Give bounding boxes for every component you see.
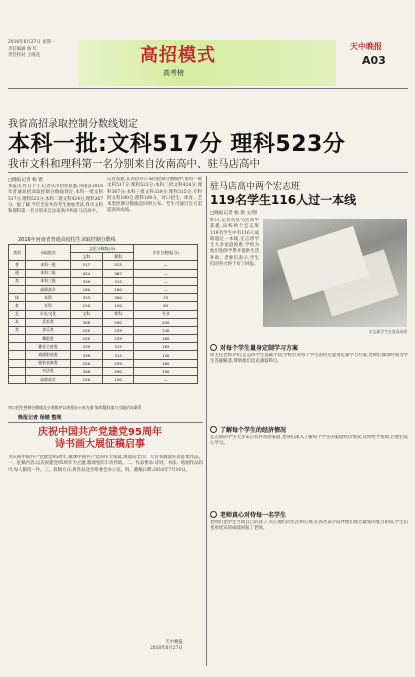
table-cell: 290 bbox=[102, 318, 134, 326]
table-cell bbox=[9, 285, 26, 293]
table-cell: 250 bbox=[71, 335, 103, 343]
table-cell: 180 bbox=[134, 335, 198, 343]
table-cell: 本科二批 bbox=[26, 269, 71, 277]
table-cell: 180 bbox=[71, 285, 103, 293]
table-cell: 本科三批 bbox=[26, 277, 71, 285]
announcement-headline-line2: 诗书画大展征稿启事 bbox=[55, 439, 145, 450]
table-cell: 书法类 bbox=[26, 367, 71, 375]
table-header-row bbox=[9, 245, 198, 253]
table-row bbox=[9, 261, 198, 269]
table-row bbox=[9, 351, 198, 359]
table-cell: 239 bbox=[102, 326, 134, 334]
table-cell: 250 bbox=[71, 326, 103, 334]
table-row bbox=[9, 269, 198, 277]
table-cell: 本科 bbox=[26, 294, 71, 302]
column-divider bbox=[206, 176, 207, 666]
table-cell: 艺 bbox=[9, 310, 26, 318]
table-cell: 文科 bbox=[71, 310, 103, 318]
table-cell: 65 bbox=[134, 302, 198, 310]
table-row bbox=[9, 376, 198, 384]
announcement-headline bbox=[35, 427, 165, 451]
table-cell: 150 bbox=[71, 376, 103, 384]
table-cell: 服装表演类 bbox=[26, 359, 71, 367]
announcement-signature bbox=[150, 640, 183, 653]
table-title: 2016年河南省普通高校招生录取控制分数线 bbox=[18, 237, 116, 243]
table-cell: — bbox=[134, 277, 198, 285]
table-cell: 339 bbox=[71, 277, 103, 285]
table-cell: 367 bbox=[102, 269, 134, 277]
signature-org: 天中晚报 bbox=[165, 640, 183, 645]
score-table bbox=[8, 244, 198, 384]
editor: 责任编辑 杨 红 bbox=[8, 46, 38, 52]
table-note: 对口招生控制分数线及分类排序以省招办公布为准 如有疑问请与当地招办联系 bbox=[8, 405, 142, 410]
lead-subhead: 我市文科和理科第一名分别来自汝南高中、驻马店高中 bbox=[8, 158, 260, 170]
table-cell: 普 bbox=[9, 261, 26, 269]
table-header-cell: 专业分数线(分) bbox=[134, 245, 198, 261]
table-row bbox=[9, 335, 198, 343]
table-cell: 理科 bbox=[102, 310, 134, 318]
table-row bbox=[9, 277, 198, 285]
table-header-cell: 类别 bbox=[9, 245, 26, 261]
section-title: 高招模式 bbox=[140, 45, 216, 66]
table-cell: 高职高专 bbox=[26, 285, 71, 293]
photo-caption: 宏志班学生在查看成绩 bbox=[369, 329, 407, 334]
table-cell: 165 bbox=[134, 343, 198, 351]
section-heading-text: 了解每个学生的经济情况 bbox=[220, 427, 287, 434]
announcement-headline-line1: 庆祝中国共产党建党95周年 bbox=[38, 427, 162, 438]
table-row bbox=[9, 285, 198, 293]
table-cell: 舞蹈类 bbox=[26, 335, 71, 343]
story2-headline: 119名学生116人过一本线 bbox=[210, 193, 357, 207]
section-heading-text: 老师真心对待每一名学生 bbox=[220, 512, 287, 519]
table-row bbox=[9, 294, 198, 302]
table-cell: 339 bbox=[71, 351, 103, 359]
circle-bullet-icon bbox=[210, 426, 217, 433]
table-cell: 150 bbox=[102, 302, 134, 310]
story2-byline: □晚报记者 杨 锴 文/图 bbox=[210, 211, 258, 216]
table-cell bbox=[9, 359, 26, 367]
table-row bbox=[9, 359, 198, 367]
table-cell: 308 bbox=[71, 318, 103, 326]
section-heading-1 bbox=[210, 343, 298, 352]
lead-kicker: 我省高招录取控制分数线划定 bbox=[8, 119, 138, 130]
section-heading-2 bbox=[210, 425, 286, 434]
table-cell: 517 bbox=[71, 261, 103, 269]
table-cell: 专科 bbox=[26, 302, 71, 310]
table-cell: 戏剧影视类 bbox=[26, 351, 71, 359]
table-row bbox=[9, 343, 198, 351]
table-row bbox=[9, 318, 198, 326]
table-cell: 239 bbox=[102, 359, 134, 367]
section-body-2: 宏志班的学生大多来自农村贫困家庭,老师们深入了解每个学生的家庭经济情况,及时给予帮助,让他们安心学习。 bbox=[210, 435, 408, 447]
table-cell: — bbox=[134, 285, 198, 293]
table-cell: 250 bbox=[71, 359, 103, 367]
table-cell: 140 bbox=[134, 326, 198, 334]
table-cell: 75 bbox=[134, 294, 198, 302]
table-cell: 339 bbox=[71, 343, 103, 351]
proofreader: 责任校对 王晓花 bbox=[8, 53, 41, 58]
table-cell: 333 bbox=[71, 294, 103, 302]
table-cell: — bbox=[134, 269, 198, 277]
section-heading-text: 对每个学生量身定制学习方案 bbox=[220, 345, 299, 352]
section-subtitle: 高考榜 bbox=[163, 69, 184, 77]
table-cell: 300 bbox=[102, 294, 134, 302]
masthead-rule bbox=[8, 88, 408, 89]
table-row bbox=[9, 367, 198, 375]
newspaper-logo: 天中晚报 bbox=[350, 42, 382, 51]
table-cell: 术 bbox=[9, 318, 26, 326]
announcement-body: 为庆祝中国共产党建党95周年,歌颂中国共产党的伟大成就,现面向全市广大诗书画爱好者征集作品。一、征稿内容:以庆祝建党95周年为主题,歌颂党的丰功伟绩。二、作品要求:诗词、书法、绘画作品均可,每人限投一件。三、投稿方式:将作品送至组委会办公室。四、截稿日期:2016年7月10日。 bbox=[8, 455, 203, 473]
classroom-photo bbox=[263, 219, 407, 327]
table-row bbox=[9, 302, 198, 310]
table-rule bbox=[8, 422, 203, 423]
lead-column-1: 本报讯 昨日下午,记者从市招办获悉,河南省2016年普通高招录取控制分数线划定,本科一批文科517分,理科523分;本科二批文科424分,理科367分。据了解,今年全省共有考生参加考试,我市文科和理科第一名分别来自汝南高中和驻马店高中。 bbox=[8, 184, 103, 215]
table-cell: 美术类 bbox=[26, 318, 71, 326]
table-cell bbox=[9, 376, 26, 384]
table-cell: — bbox=[134, 376, 198, 384]
table-cell: 体 bbox=[9, 294, 26, 302]
table-cell: 高职高专 bbox=[26, 376, 71, 384]
table-cell: 播音主持类 bbox=[26, 343, 71, 351]
lead-column-2: 记者获悉,在省招办公布的控制分数线中,本科一批文科517分,理科523分;本科二批文科424分,理科367分;本科三批文科339分,理科315分;专科批文科180分,理科180分。对口招生、体育、艺术类控制分数线也同时公布。考生可通过官方渠道查询成绩。 bbox=[107, 177, 202, 214]
table-cell: 190 bbox=[134, 367, 198, 375]
table-cell: 315 bbox=[102, 351, 134, 359]
table-cell: 类 bbox=[9, 326, 26, 334]
masthead-info bbox=[8, 40, 55, 60]
section-body-1: 班主任老师介绍,宏志班学生基础不同,学校针对每个学生的特点量身定制学习方案,老师们课余时间为学生答疑解惑,帮助他们攻克薄弱科目。 bbox=[210, 353, 408, 365]
table-cell: 音乐类 bbox=[26, 326, 71, 334]
table-header-cell: 录取批次 bbox=[26, 245, 71, 261]
table-cell: — bbox=[134, 261, 198, 269]
table-body bbox=[9, 261, 198, 384]
lead-byline: □晚报记者 杨 锴 bbox=[8, 178, 43, 183]
table-cell: 424 bbox=[71, 269, 103, 277]
table-header-cell: 文化分数线(分) bbox=[71, 245, 134, 253]
story2-kicker: 驻马店高中两个宏志班 bbox=[210, 182, 301, 192]
table-cell: 308 bbox=[71, 367, 103, 375]
table-cell: 类 bbox=[9, 277, 26, 285]
signature-date: 2016年6月27日 bbox=[150, 646, 183, 652]
table-cell: 200 bbox=[134, 318, 198, 326]
table-cell: 315 bbox=[102, 277, 134, 285]
issue-date: 2016年6月27日 星期一 bbox=[8, 40, 56, 45]
table-header-cell: 理科 bbox=[102, 253, 134, 261]
circle-bullet-icon bbox=[210, 511, 217, 518]
table-cell: 150 bbox=[71, 302, 103, 310]
table-cell: 专业 bbox=[134, 310, 198, 318]
table-cell: 通 bbox=[9, 269, 26, 277]
table-cell: 专业/文化 bbox=[26, 310, 71, 318]
table-cell bbox=[9, 343, 26, 351]
headline-rule bbox=[8, 172, 408, 173]
table-cell: 150 bbox=[102, 376, 134, 384]
lead-headline: 本科一批:文科517分 理科523分 bbox=[8, 132, 346, 157]
table-caption: 晚报记者 杨锴 整理 bbox=[18, 415, 62, 421]
table-cell: 育 bbox=[9, 302, 26, 310]
table-row bbox=[9, 310, 198, 318]
table-cell: 150 bbox=[134, 351, 198, 359]
section-body-3: 老师们把学生当成自己的孩子,关心他们的生活和心理,在高考前夕陪伴他们度过紧张的复习阶段,学生们也用优异的成绩回报了老师。 bbox=[210, 520, 408, 532]
circle-bullet-icon bbox=[210, 344, 217, 351]
section-heading-3 bbox=[210, 510, 286, 519]
table-cell: 160 bbox=[134, 359, 198, 367]
table-cell: 523 bbox=[102, 261, 134, 269]
table-cell bbox=[9, 335, 26, 343]
table-cell: 本科一批 bbox=[26, 261, 71, 269]
table-row bbox=[9, 326, 198, 334]
table-cell: 239 bbox=[102, 335, 134, 343]
table-cell bbox=[9, 367, 26, 375]
table-cell: 180 bbox=[102, 285, 134, 293]
table-cell bbox=[9, 351, 26, 359]
table-cell: 290 bbox=[102, 367, 134, 375]
table-cell: 315 bbox=[102, 343, 134, 351]
table-header-cell: 文科 bbox=[71, 253, 103, 261]
story2-intro: 昨日,记者从驻马店高中获悉,该校两个宏志班119名学生中有116人成绩超过一本线,宏志班学生大多家庭困难,学校为他们免除学费并提供生活补助。老师们表示,学生们的努力终于有了回报。 bbox=[210, 218, 259, 268]
page-number: A03 bbox=[362, 54, 386, 67]
